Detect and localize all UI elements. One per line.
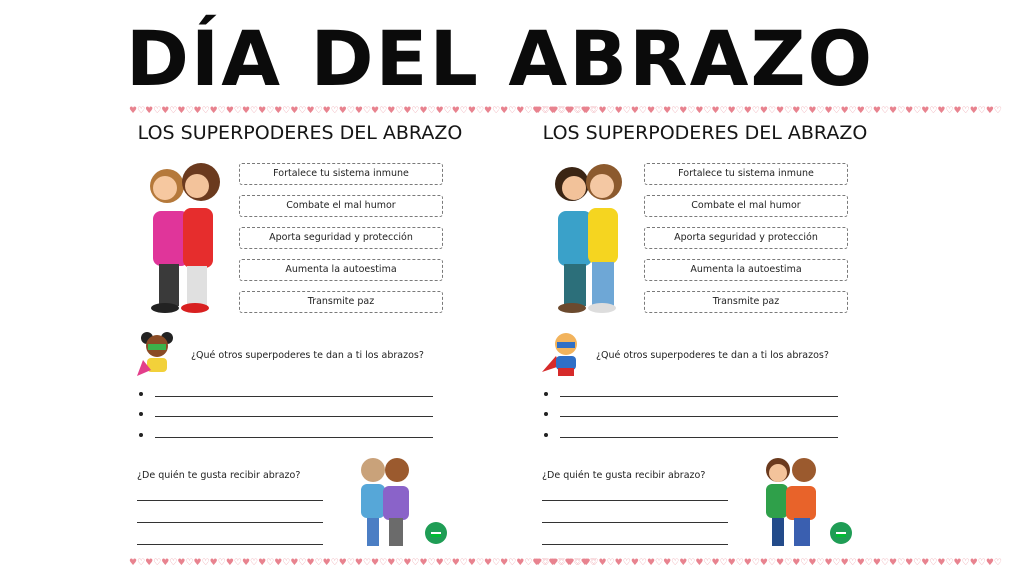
power-box-3: Aporta seguridad y protección	[644, 227, 848, 249]
answer-line	[137, 522, 323, 523]
power-box-1: Fortalece tu sistema inmune	[644, 163, 848, 185]
bullet	[139, 433, 143, 437]
question-who-hug: ¿De quién te gusta recibir abrazo?	[542, 470, 706, 481]
main-title: DÍA DEL ABRAZO	[125, 14, 875, 103]
hugging-family-illustration	[760, 456, 824, 552]
hugging-kids-illustration	[135, 156, 231, 316]
answer-line	[560, 396, 838, 397]
bullet	[544, 412, 548, 416]
hearts-border-top: ♥♡♥♡♥♡♥♡♥♡♥♡♥♡♥♡♥♡♥♡♥♡♥♡♥♡♥♡♥♡♥♡♥♡♥♡♥♡♥♡♥♡♥♡♥♡♥♡♥♡♥♡♥♡♥♡♥♡	[129, 106, 597, 116]
superhero-boy-illustration	[540, 330, 590, 380]
power-box-5: Transmite paz	[644, 291, 848, 313]
bullet	[139, 412, 143, 416]
power-box-1: Fortalece tu sistema inmune	[239, 163, 443, 185]
answer-line	[560, 437, 838, 438]
power-box-2: Combate el mal humor	[644, 195, 848, 217]
sheet-title: LOS SUPERPODERES DEL ABRAZO	[542, 122, 868, 144]
answer-line	[560, 416, 838, 417]
hugging-girls-illustration	[355, 456, 415, 552]
answer-line	[155, 416, 433, 417]
logo-badge	[425, 522, 447, 544]
answer-line	[542, 522, 728, 523]
worksheet-right	[534, 106, 1002, 572]
bullet	[139, 392, 143, 396]
hearts-border-bottom: ♥♡♥♡♥♡♥♡♥♡♥♡♥♡♥♡♥♡♥♡♥♡♥♡♥♡♥♡♥♡♥♡♥♡♥♡♥♡♥♡♥♡♥♡♥♡♥♡♥♡♥♡♥♡♥♡♥♡	[129, 558, 597, 568]
power-box-5: Transmite paz	[239, 291, 443, 313]
question-superpowers: ¿Qué otros superpoderes te dan a ti los abrazos?	[596, 350, 829, 361]
answer-line	[155, 437, 433, 438]
superhero-girl-illustration	[135, 330, 179, 380]
power-box-2: Combate el mal humor	[239, 195, 443, 217]
answer-line	[155, 396, 433, 397]
question-who-hug: ¿De quién te gusta recibir abrazo?	[137, 470, 301, 481]
bullet	[544, 433, 548, 437]
question-superpowers: ¿Qué otros superpoderes te dan a ti los abrazos?	[191, 350, 424, 361]
power-box-4: Aumenta la autoestima	[239, 259, 443, 281]
power-box-4: Aumenta la autoestima	[644, 259, 848, 281]
logo-badge	[830, 522, 852, 544]
power-box-3: Aporta seguridad y protección	[239, 227, 443, 249]
bullet	[544, 392, 548, 396]
answer-line	[542, 544, 728, 545]
worksheet-left	[129, 106, 597, 572]
hearts-border-bottom: ♥♡♥♡♥♡♥♡♥♡♥♡♥♡♥♡♥♡♥♡♥♡♥♡♥♡♥♡♥♡♥♡♥♡♥♡♥♡♥♡♥♡♥♡♥♡♥♡♥♡♥♡♥♡♥♡♥♡	[534, 558, 1002, 568]
answer-line	[137, 544, 323, 545]
sheet-title: LOS SUPERPODERES DEL ABRAZO	[137, 122, 463, 144]
hearts-border-top: ♥♡♥♡♥♡♥♡♥♡♥♡♥♡♥♡♥♡♥♡♥♡♥♡♥♡♥♡♥♡♥♡♥♡♥♡♥♡♥♡♥♡♥♡♥♡♥♡♥♡♥♡♥♡♥♡♥♡	[534, 106, 1002, 116]
hugging-boys-illustration	[540, 156, 636, 316]
answer-line	[137, 500, 323, 501]
answer-line	[542, 500, 728, 501]
